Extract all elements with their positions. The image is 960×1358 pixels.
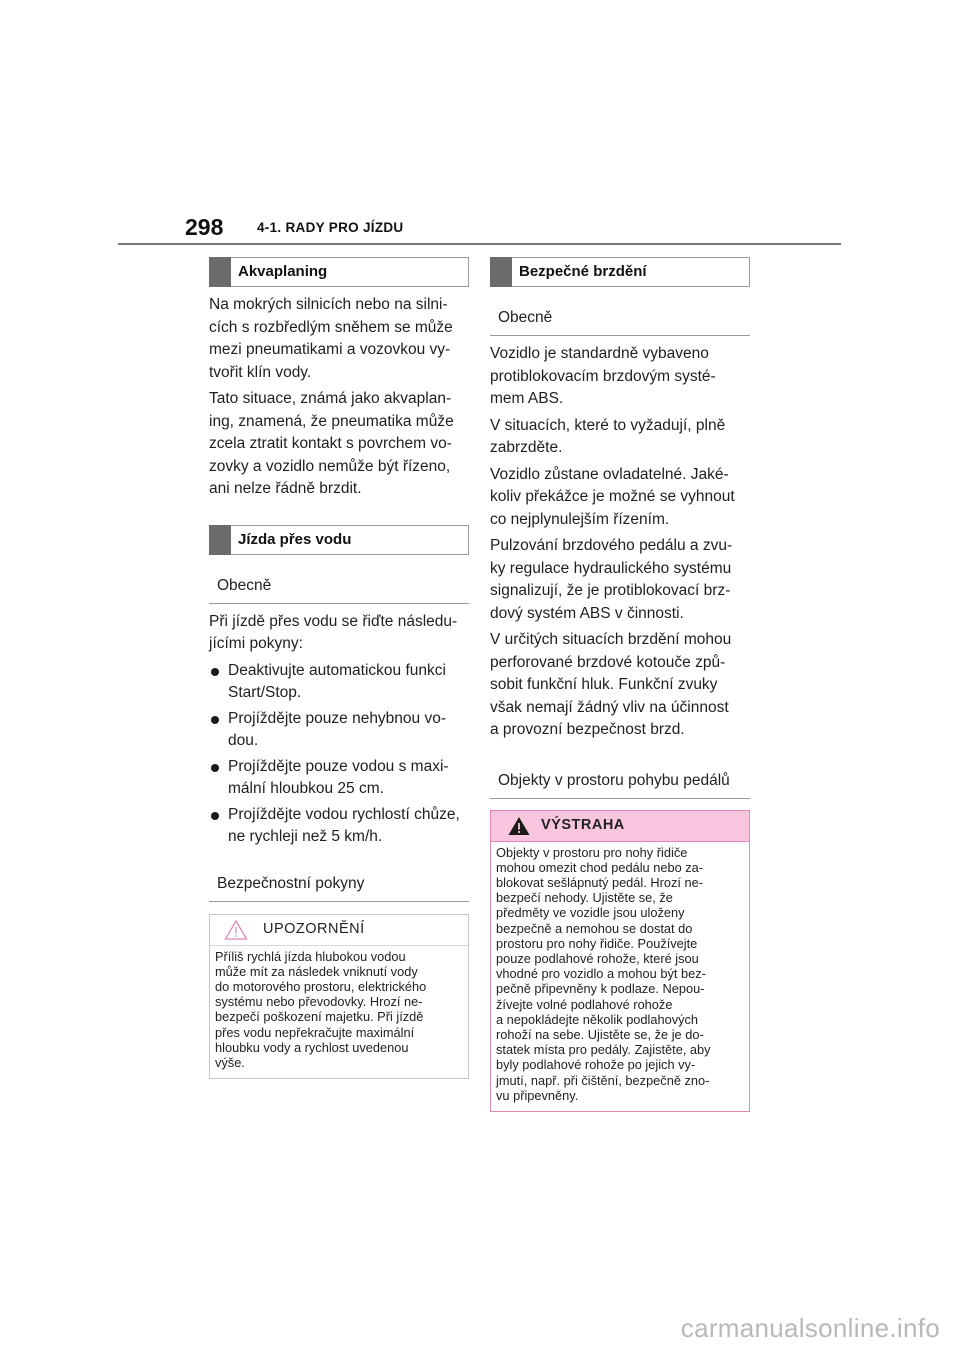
bullet-dot-icon: [211, 764, 219, 772]
section-bar: [209, 525, 231, 555]
bullet-text: Projíždějte vodou rychlostí chůze, ne rychleji než 5 km/h.: [228, 805, 460, 845]
section-title: Jízda přes vodu: [238, 530, 352, 548]
page-number: 298: [185, 214, 224, 240]
section-header-water: [209, 525, 469, 555]
paragraph: Pulzování brzdového pedálu a zvu- ky regulace hydraulického systému signalizují, že je protiblokovací brz- dový systém ABS v činnosti.: [490, 537, 733, 622]
subsection-heading: Bezpečnostní pokyny: [209, 875, 469, 902]
warning-box: [490, 810, 750, 1112]
footer-watermark: carmanualsonline.info: [680, 1313, 940, 1343]
bullet-item: [209, 708, 469, 753]
paragraph: Vozidlo je standardně vybaveno protiblokovacím brzdovým systé- mem ABS.: [490, 345, 716, 407]
warning-triangle-filled-icon: [507, 815, 531, 837]
section-bar: [209, 257, 231, 287]
caution-title: UPOZORNĚNÍ: [263, 920, 365, 937]
bullet-item: [209, 660, 469, 705]
header-rule: [118, 243, 841, 245]
bullet-dot-icon: [211, 716, 219, 724]
paragraph: Na mokrých silnicích nebo na silni- cích s rozbředlým sněhem se může mezi pneumatikami a vozovkou vy- tvořit klín vody.: [209, 296, 453, 381]
section-header-aquaplaning: [209, 257, 469, 287]
bullet-item: [209, 804, 469, 849]
bullet-dot-icon: [211, 668, 219, 676]
paragraph: Tato situace, známá jako akvaplan- ing, znamená, že pneumatika může zcela ztratit kontakt s povrchem vo- zovky a vozidlo nemůže být řízeno, ani nelze řádně brzdit.: [209, 390, 454, 497]
subsection-heading: Objekty v prostoru pohybu pedálů: [490, 772, 750, 799]
section-bar: [490, 257, 512, 287]
paragraph: V určitých situacích brzdění mohou perforované brzdové kotouče způ- sobit funkční hluk. Funkční zvuky však nemají žádný vliv na účinnost a provozní bezpečnost brzd.: [490, 631, 732, 738]
caution-header: [210, 915, 468, 946]
subsection-heading: Obecně: [209, 577, 469, 604]
right-column: [490, 257, 750, 1112]
bullet-dot-icon: [211, 812, 219, 820]
paragraph: V situacích, které to vyžadují, plně zabrzděte.: [490, 416, 726, 456]
chapter-title: 4-1. RADY PRO JÍZDU: [257, 220, 404, 235]
caution-text: Příliš rychlá jízda hlubokou vodou může mít za následek vniknutí vody do motorového prostoru, elektrického systému nebo převodovky. Hrozí ne- bezpečí poškození majetku. Při jízdě přes vodu nepřekračujte maximální hloubku vody a rychlost uvedenou výše.: [215, 948, 427, 1070]
warning-header: [491, 811, 749, 842]
subsection-heading: Obecně: [490, 309, 750, 336]
warning-title: VÝSTRAHA: [541, 816, 625, 833]
bullet-text: Projíždějte pouze vodou s maxi- mální hloubkou 25 cm.: [228, 757, 449, 797]
bullet-item: [209, 756, 469, 801]
warning-text: Objekty v prostoru pro nohy řidiče mohou omezit chod pedálu nebo za- blokovat sešlápnutý pedál. Hrozí ne- bezpečí nehody. Ujistěte se, že předměty ve vozidle jsou uloženy bezpečně a nemohou se dostat do prostoru pro nohy řidiče. Používejte pouze podlahové rohože, které jsou vhodné pro vozidlo a mohou být bez- pečně připevněny k podlaze. Nepou- žívejte volné podlahové rohože a nepokládejte několik podlahových rohoží na sebe. Ujistěte se, že je do- statek místa pro pedály. Zajistěte, aby byly podlahové rohože po jejich vy- jmutí, např. při čištění, bezpečně zno- vu připevněny.: [496, 844, 711, 1103]
left-column: [209, 257, 469, 1079]
bullet-text: Projíždějte pouze nehybnou vo- dou.: [228, 709, 447, 749]
caution-box: [209, 914, 469, 1080]
section-header-braking: [490, 257, 750, 287]
paragraph: Při jízdě přes vodu se řiďte následu- jícími pokyny:: [209, 612, 458, 652]
section-title: Akvaplaning: [238, 263, 328, 280]
paragraph: Vozidlo zůstane ovladatelné. Jaké- koliv překážce je možné se vyhnout co nejplynulejším řízením.: [490, 465, 735, 528]
caution-triangle-outline-icon: [224, 919, 248, 941]
bullet-text: Deaktivujte automatickou funkci Start/Stop.: [228, 661, 446, 701]
section-title: Bezpečné brzdění: [519, 263, 647, 280]
